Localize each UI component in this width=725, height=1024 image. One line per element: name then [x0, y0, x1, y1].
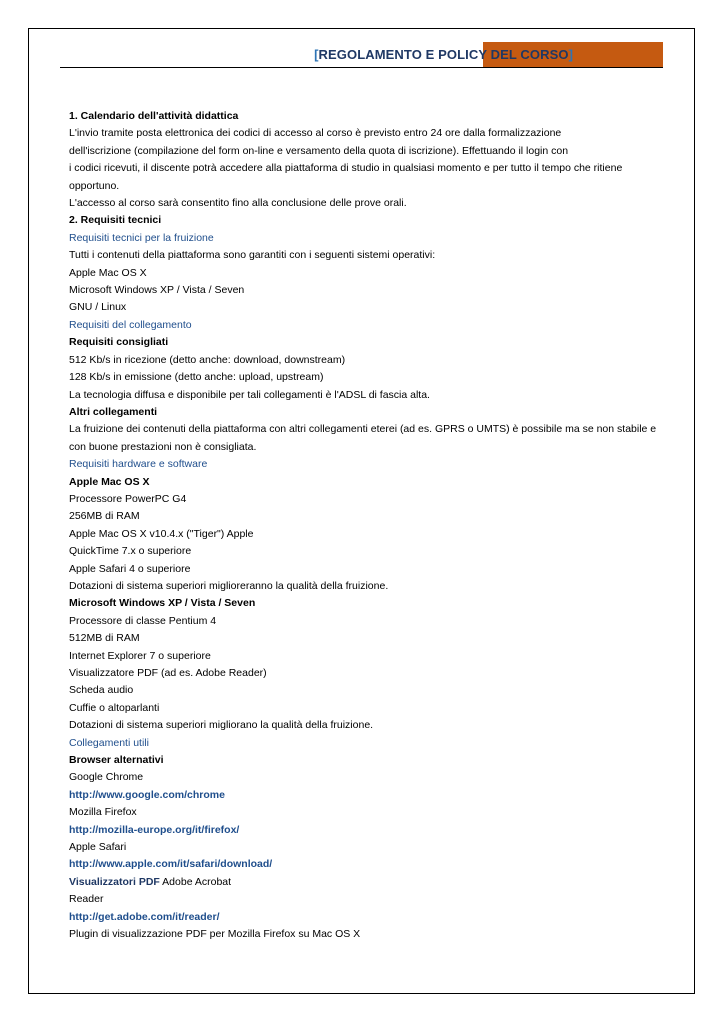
link-firefox[interactable]: http://mozilla-europe.org/it/firefox/ [69, 823, 240, 836]
header-title-text: REGOLAMENTO E POLICY DEL CORSO [318, 47, 569, 62]
os-item: Apple Mac OS X [69, 266, 147, 279]
link-chrome[interactable]: http://www.google.com/chrome [69, 788, 225, 801]
heading-altri-collegamenti: Altri collegamenti [69, 405, 158, 418]
list-item: Apple Mac OS X v10.4.x ("Tiger") Apple [69, 527, 254, 540]
heading-requisiti-consigliati: Requisiti consigliati [69, 336, 169, 349]
section-heading-requisiti: 2. Requisiti tecnici [69, 214, 162, 227]
pdf-viewers-heading: Visualizzatori PDF [69, 875, 160, 888]
heading-mac: Apple Mac OS X [69, 475, 150, 488]
pdf-viewer-acrobat: Adobe Acrobat [159, 875, 232, 888]
list-item: QuickTime 7.x o superiore [69, 545, 192, 558]
os-item: Microsoft Windows XP / Vista / Seven [69, 284, 245, 297]
paragraph-line: con buone prestazioni non è consigliata. [69, 440, 257, 453]
link-adobe-reader[interactable]: http://get.adobe.com/it/reader/ [69, 910, 220, 923]
list-item: Scheda audio [69, 684, 134, 697]
paragraph-line: opportuno. [69, 179, 120, 192]
paragraph-line: Tutti i contenuti della piattaforma sono garantiti con i seguenti sistemi operativi: [69, 249, 436, 262]
os-item: GNU / Linux [69, 301, 127, 314]
browser-label-firefox: Mozilla Firefox [69, 806, 137, 819]
paragraph-line: L'invio tramite posta elettronica dei codici di accesso al corso è previsto entro 24 ore dalla formalizzazione [69, 127, 562, 140]
browser-label-safari: Apple Safari [69, 841, 127, 854]
list-item: 512 Kb/s in ricezione (detto anche: download, downstream) [69, 353, 346, 366]
subheading-collegamento: Requisiti del collegamento [69, 318, 192, 331]
list-item: 128 Kb/s in emissione (detto anche: upload, upstream) [69, 371, 324, 384]
list-item: Processore di classe Pentium 4 [69, 614, 217, 627]
list-item: Internet Explorer 7 o superiore [69, 649, 211, 662]
header-rule [60, 67, 663, 68]
heading-browser-alternativi: Browser alternativi [69, 754, 164, 767]
document-header-title [314, 47, 573, 62]
list-item: Processore PowerPC G4 [69, 492, 187, 505]
paragraph-line: i codici ricevuti, il discente potrà accedere alla piattaforma di studio in qualsiasi momento e per tutto il tempo che ritiene [69, 162, 623, 175]
list-item: Cuffie o altoparlanti [69, 701, 160, 714]
paragraph-line: L'accesso al corso sarà consentito fino alla conclusione delle prove orali. [69, 197, 407, 210]
section-heading-calendario: 1. Calendario dell'attività didattica [69, 110, 239, 122]
paragraph-line: La fruizione dei contenuti della piattaforma con altri collegamenti eterei (ad es. GPRS o UMTS) è possibile ma se non stabile e [69, 423, 657, 436]
list-item: Apple Safari 4 o superiore [69, 562, 191, 575]
pdf-viewer-reader: Reader [69, 893, 104, 906]
bracket-open: [ [314, 47, 319, 62]
list-item: La tecnologia diffusa e disponibile per tali collegamenti è l'ADSL di fascia alta. [69, 388, 430, 401]
subheading-collegamenti-utili: Collegamenti utili [69, 736, 149, 749]
list-item: Dotazioni di sistema superiori miglioreranno la qualità della fruizione. [69, 579, 389, 592]
list-item: 256MB di RAM [69, 510, 140, 523]
heading-windows: Microsoft Windows XP / Vista / Seven [69, 597, 256, 610]
browser-label-chrome: Google Chrome [69, 771, 144, 784]
subheading-hardware-software: Requisiti hardware e software [69, 458, 208, 471]
link-safari[interactable]: http://www.apple.com/it/safari/download/ [69, 858, 273, 871]
subheading-fruizione: Requisiti tecnici per la fruizione [69, 231, 214, 244]
list-item: 512MB di RAM [69, 632, 140, 645]
bracket-close: ] [568, 47, 573, 62]
document-body [69, 108, 657, 944]
list-item: Visualizzatore PDF (ad es. Adobe Reader) [69, 667, 267, 679]
list-item: Dotazioni di sistema superiori migliorano la qualità della fruizione. [69, 719, 374, 732]
plugin-text: Plugin di visualizzazione PDF per Mozilla Firefox su Mac OS X [69, 928, 361, 941]
pdf-viewers-line [69, 874, 649, 891]
paragraph-line: dell'iscrizione (compilazione del form on-line e versamento della quota di iscrizione). Effettuando il login con [69, 144, 569, 157]
